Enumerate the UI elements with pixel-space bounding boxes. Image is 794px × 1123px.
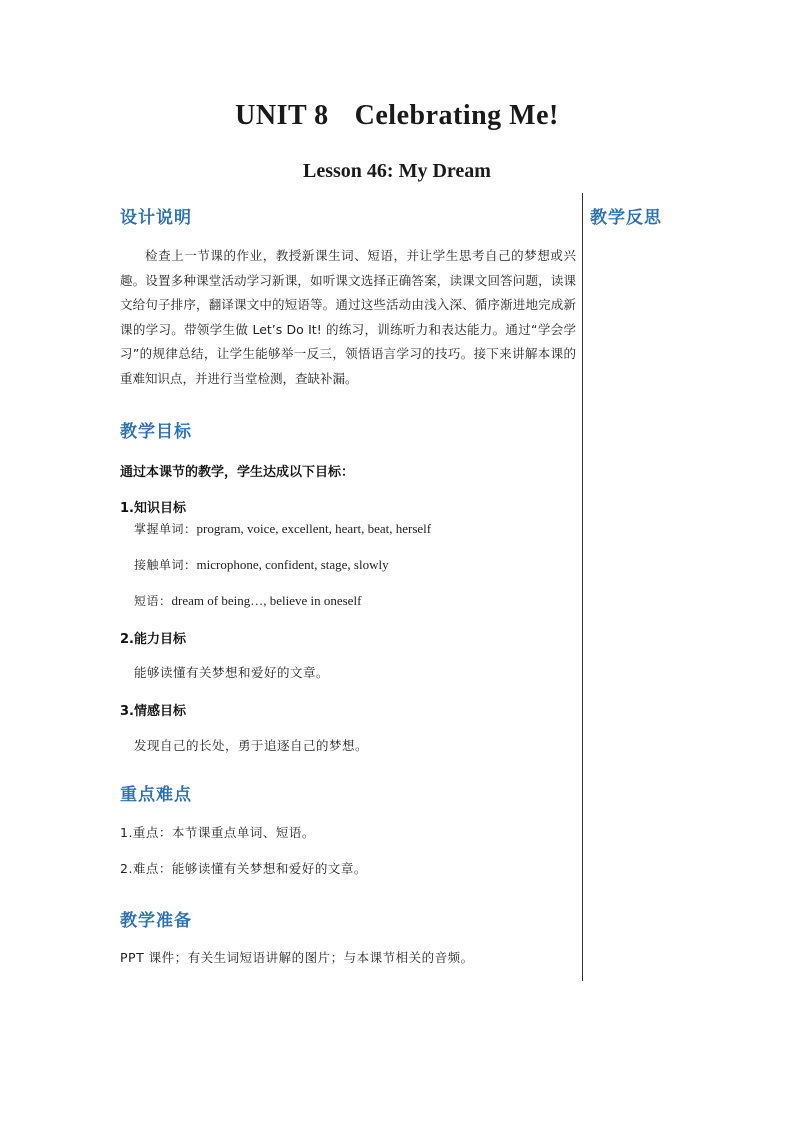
ability-text: 能够读懂有关梦想和爱好的文章。 (134, 665, 330, 680)
key-point: 1.重点：本节课重点单词、短语。 (120, 825, 315, 840)
key-heading: 重点难点 (120, 785, 192, 805)
difficult-point: 2.难点：能够读懂有关梦想和爱好的文章。 (120, 861, 367, 876)
master-words-key: 掌握单词： (134, 522, 197, 536)
phrases-row (134, 592, 361, 609)
unit-title (0, 100, 794, 132)
master-words-value: program, voice, excellent, heart, beat, herself (196, 521, 432, 536)
goals-heading: 教学目标 (120, 422, 192, 442)
lesson-title: Lesson 46: My Dream (303, 160, 491, 182)
master-words-row (134, 520, 431, 537)
prep-heading: 教学准备 (120, 911, 192, 931)
phrases-key: 短语： (134, 594, 172, 608)
contact-words-row (134, 556, 389, 573)
design-heading: 设计说明 (120, 208, 192, 228)
emotion-subheading: 3.情感目标 (120, 704, 186, 719)
ability-subheading: 2.能力目标 (120, 632, 186, 647)
knowledge-subheading: 1.知识目标 (120, 501, 186, 516)
contact-words-key: 接触单词： (134, 558, 197, 572)
emotion-text: 发现自己的长处，勇于追逐自己的梦想。 (134, 738, 369, 753)
goals-intro: 通过本课节的教学，学生达成以下目标： (120, 465, 355, 480)
contact-words-value: microphone, confident, stage, slowly (196, 557, 389, 572)
unit-label: UNIT 8 (235, 100, 329, 131)
prep-text: PPT 课件；有关生词短语讲解的图片；与本课节相关的音频。 (120, 950, 474, 965)
design-paragraph: 检查上一节课的作业，教授新课生词、短语，并让学生思考自己的梦想或兴趣。设置多种课堂活动学习新课，如听课文选择正确答案，读课文回答问题，读课文给句子排序，翻译课文中的短语等。通过这些活动由浅入深、循序渐进地完成新课的学习。带领学生做 Let’s Do It! 的练习，训练听力和表达能力。通过“学会学习”的规律总结，让学生能够举一反三，领悟语言学习的技巧。接下来讲解本课的重难知识点，并进行当堂检测，查缺补漏。 (120, 248, 576, 386)
reflection-heading: 教学反思 (590, 208, 662, 228)
column-divider (582, 193, 583, 981)
phrases-value: dream of being…, believe in oneself (171, 593, 362, 608)
unit-name: Celebrating Me! (354, 100, 559, 131)
